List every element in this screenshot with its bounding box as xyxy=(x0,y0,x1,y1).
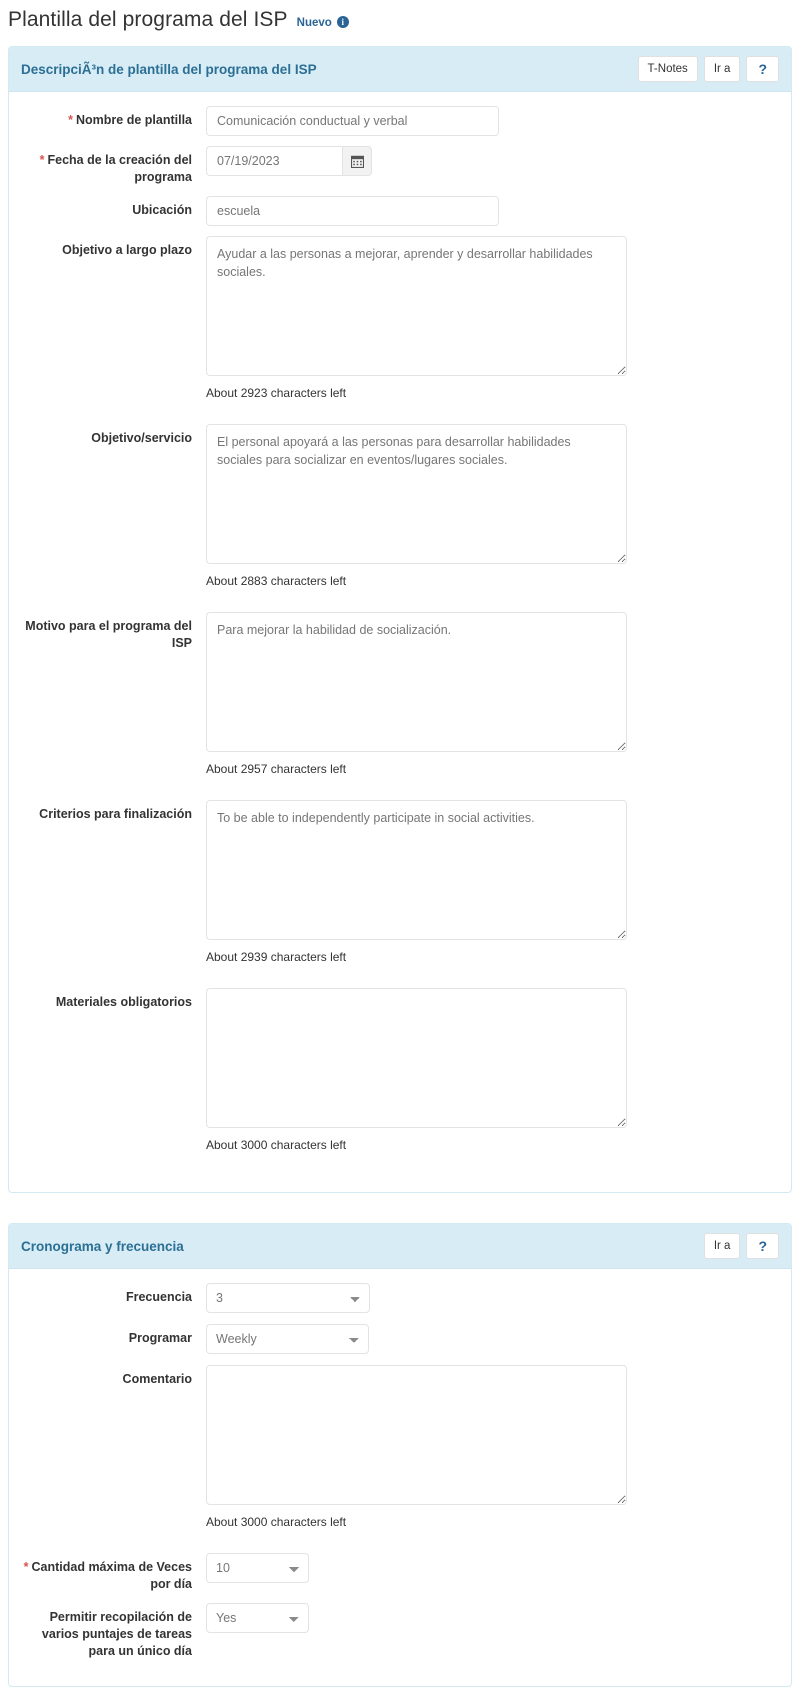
label-max-times-per-day xyxy=(21,1553,206,1593)
page-title: Plantilla del programa del ISP xyxy=(8,8,288,31)
label-reason: Motivo para el programa del ISP xyxy=(25,619,192,650)
field-row-location xyxy=(21,196,779,226)
field-row-objective-service xyxy=(21,424,779,602)
field-row-template-name xyxy=(21,106,779,136)
frequency-select[interactable] xyxy=(206,1283,370,1313)
comment-textarea[interactable] xyxy=(206,1365,627,1505)
long-term-goal-textarea[interactable] xyxy=(206,236,627,376)
field-row-frequency xyxy=(21,1283,779,1313)
date-input-group xyxy=(206,146,372,176)
help-button[interactable]: ? xyxy=(746,56,779,82)
label-text: Fecha de la creación del programa xyxy=(47,153,192,184)
info-icon[interactable]: i xyxy=(337,16,349,28)
panel-isp-description xyxy=(8,46,792,1193)
label-location: Ubicación xyxy=(132,203,192,217)
field-row-reason xyxy=(21,612,779,790)
panel-body xyxy=(9,1269,791,1686)
field-row-long-term-goal xyxy=(21,236,779,414)
panel-actions xyxy=(704,1233,779,1259)
label-allow-multiple-scores: Permitir recopilación de varios puntajes de tareas para un único día xyxy=(41,1610,192,1658)
required-materials-textarea[interactable] xyxy=(206,988,627,1128)
field-row-allow-multiple-scores xyxy=(21,1603,779,1660)
panel-body xyxy=(9,92,791,1192)
go-to-button[interactable]: Ir a xyxy=(704,56,741,82)
panel-spacer xyxy=(0,1193,800,1217)
allow-multiple-scores-select[interactable] xyxy=(206,1603,309,1633)
panel-header xyxy=(9,1224,791,1269)
label-frequency: Frecuencia xyxy=(125,1290,192,1304)
creation-date-input[interactable] xyxy=(206,146,342,176)
label-required-materials: Materiales obligatorios xyxy=(55,995,192,1009)
required-asterisk: * xyxy=(23,1560,29,1574)
field-row-required-materials xyxy=(21,988,779,1166)
schedule-select[interactable] xyxy=(206,1324,369,1354)
reason-textarea[interactable] xyxy=(206,612,627,752)
calendar-icon[interactable] xyxy=(342,146,372,176)
help-button[interactable]: ? xyxy=(746,1233,779,1259)
required-asterisk: * xyxy=(68,113,73,127)
location-input[interactable] xyxy=(206,196,499,226)
max-times-per-day-select[interactable] xyxy=(206,1553,309,1583)
label-objective-service: Objetivo/servicio xyxy=(91,431,192,445)
new-badge: Nuevo xyxy=(296,17,332,29)
character-counter: About 2939 characters left xyxy=(206,950,347,964)
template-name-input[interactable] xyxy=(206,106,499,136)
label-long-term-goal: Objetivo a largo plazo xyxy=(62,243,192,257)
field-row-max-times-per-day xyxy=(21,1553,779,1593)
label-completion-criteria: Criterios para finalización xyxy=(39,807,192,821)
label-schedule: Programar xyxy=(128,1331,192,1345)
panel-header xyxy=(9,47,791,92)
panel-actions xyxy=(638,56,779,82)
label-comment: Comentario xyxy=(122,1372,192,1386)
objective-service-textarea[interactable] xyxy=(206,424,627,564)
label-text: Cantidad máxima de Veces por día xyxy=(31,1560,192,1591)
character-counter: About 2883 characters left xyxy=(206,574,347,588)
character-counter: About 2957 characters left xyxy=(206,762,347,776)
go-to-button[interactable]: Ir a xyxy=(704,1233,741,1259)
field-row-comment xyxy=(21,1365,779,1543)
label-text: Nombre de plantilla xyxy=(76,113,192,127)
panel-title: DescripciÃ³n de plantilla del programa del ISP xyxy=(21,61,317,77)
required-asterisk: * xyxy=(39,153,45,167)
page-title-row xyxy=(0,0,800,40)
label-creation-date xyxy=(21,146,206,186)
character-counter: About 3000 characters left xyxy=(206,1515,347,1529)
t-notes-button[interactable]: T-Notes xyxy=(638,56,698,82)
label-template-name xyxy=(21,106,206,129)
field-row-schedule xyxy=(21,1324,779,1354)
panel-schedule-frequency xyxy=(8,1223,792,1687)
field-row-completion-criteria xyxy=(21,800,779,978)
character-counter: About 2923 characters left xyxy=(206,386,347,400)
panel-title: Cronograma y frecuencia xyxy=(21,1238,184,1254)
completion-criteria-textarea[interactable] xyxy=(206,800,627,940)
character-counter: About 3000 characters left xyxy=(206,1138,347,1152)
field-row-creation-date xyxy=(21,146,779,186)
